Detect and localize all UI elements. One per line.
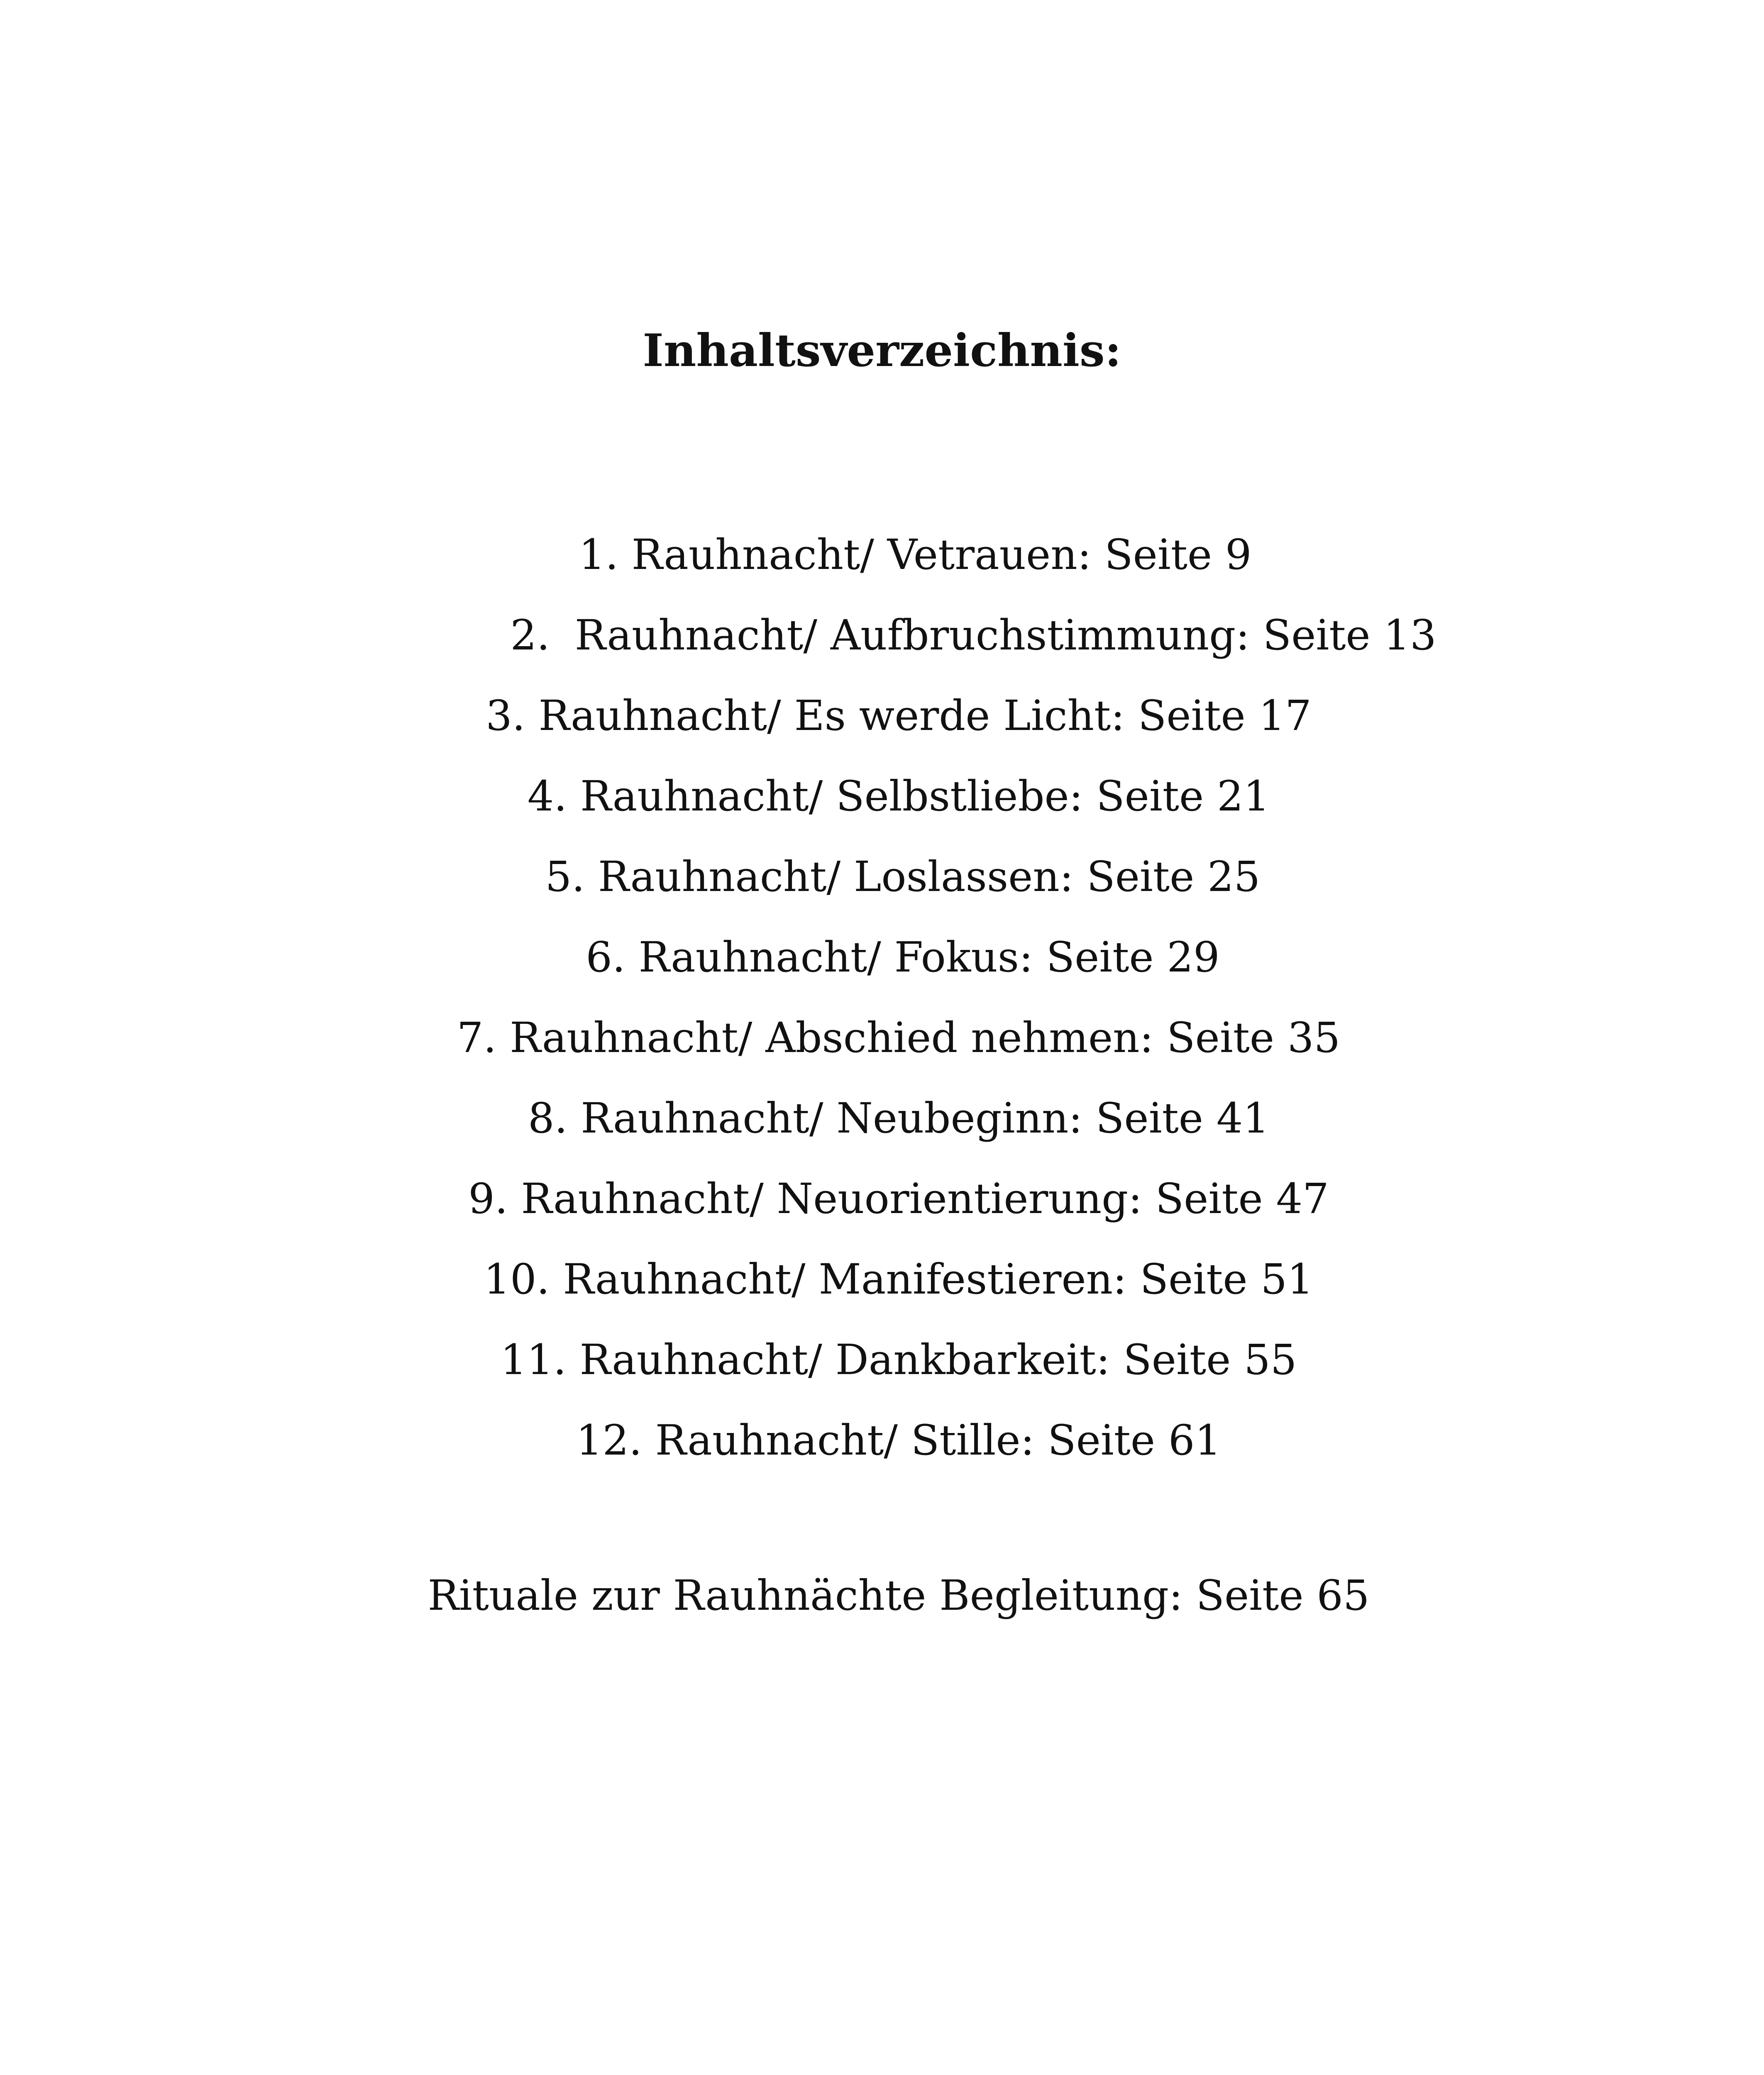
toc-entry-8 <box>17 1087 1764 1150</box>
toc-entry-number: 9. <box>468 1174 508 1223</box>
toc-entry-text: Rauhnacht/ Neuorientierung: Seite 47 <box>521 1174 1329 1223</box>
toc-entry-1 <box>33 524 1764 586</box>
toc-entry-number: 11. <box>500 1335 567 1384</box>
toc-entry-text: Rauhnacht/ Es werde Licht: Seite 17 <box>538 691 1312 740</box>
toc-entry-text: Rauhnacht/ Stille: Seite 61 <box>655 1416 1222 1465</box>
toc-entry-12 <box>17 1409 1764 1472</box>
toc-entry-text: Rauhnacht/ Dankbarkeit: Seite 55 <box>579 1335 1297 1384</box>
toc-title: Inhaltsverzeichnis: <box>643 325 1121 377</box>
toc-entry-number: 2. <box>510 611 550 659</box>
toc-entry-text: Rauhnacht/ Aufbruchstimmung: Seite 13 <box>574 611 1437 659</box>
toc-entry-text: Rauhnacht/ Fokus: Seite 29 <box>638 933 1220 981</box>
toc-entry-number: 5. <box>545 852 585 901</box>
toc-entry-text: Rauhnacht/ Abschied nehmen: Seite 35 <box>510 1013 1341 1062</box>
toc-entry-number: 3. <box>486 691 525 740</box>
toc-entry-2 <box>91 604 1764 666</box>
toc-entry-text: Rauhnacht/ Vetrauen: Seite 9 <box>631 530 1252 579</box>
toc-entry-6 <box>21 926 1764 989</box>
toc-entry-7 <box>17 1007 1764 1069</box>
toc-entry-text: Rauhnacht/ Loslassen: Seite 25 <box>598 852 1261 901</box>
toc-entry-text: Rauhnacht/ Manifestieren: Seite 51 <box>563 1255 1314 1304</box>
toc-entry-3 <box>17 685 1764 747</box>
toc-entry-number: 8. <box>528 1094 568 1142</box>
toc-entry-text: Rauhnacht/ Selbstliebe: Seite 21 <box>580 772 1270 820</box>
toc-entry-text: Rauhnacht/ Neubeginn: Seite 41 <box>581 1094 1269 1142</box>
toc-entry-number: 10. <box>484 1255 550 1304</box>
toc-entry-9 <box>17 1168 1764 1230</box>
toc-entry-10 <box>17 1248 1764 1311</box>
toc-entry-number: 4. <box>527 772 567 820</box>
toc-entry-4 <box>17 765 1764 828</box>
toc-entry-number: 6. <box>586 933 625 981</box>
toc-rituals-entry: Rituale zur Rauhnächte Begleitung: Seite 65 <box>428 1571 1370 1620</box>
toc-entry-5 <box>21 846 1764 908</box>
toc-entry-11 <box>17 1329 1764 1391</box>
toc-entry-number: 7. <box>457 1013 497 1062</box>
toc-entry-number: 1. <box>579 530 618 579</box>
toc-entry-number: 12. <box>576 1416 642 1465</box>
